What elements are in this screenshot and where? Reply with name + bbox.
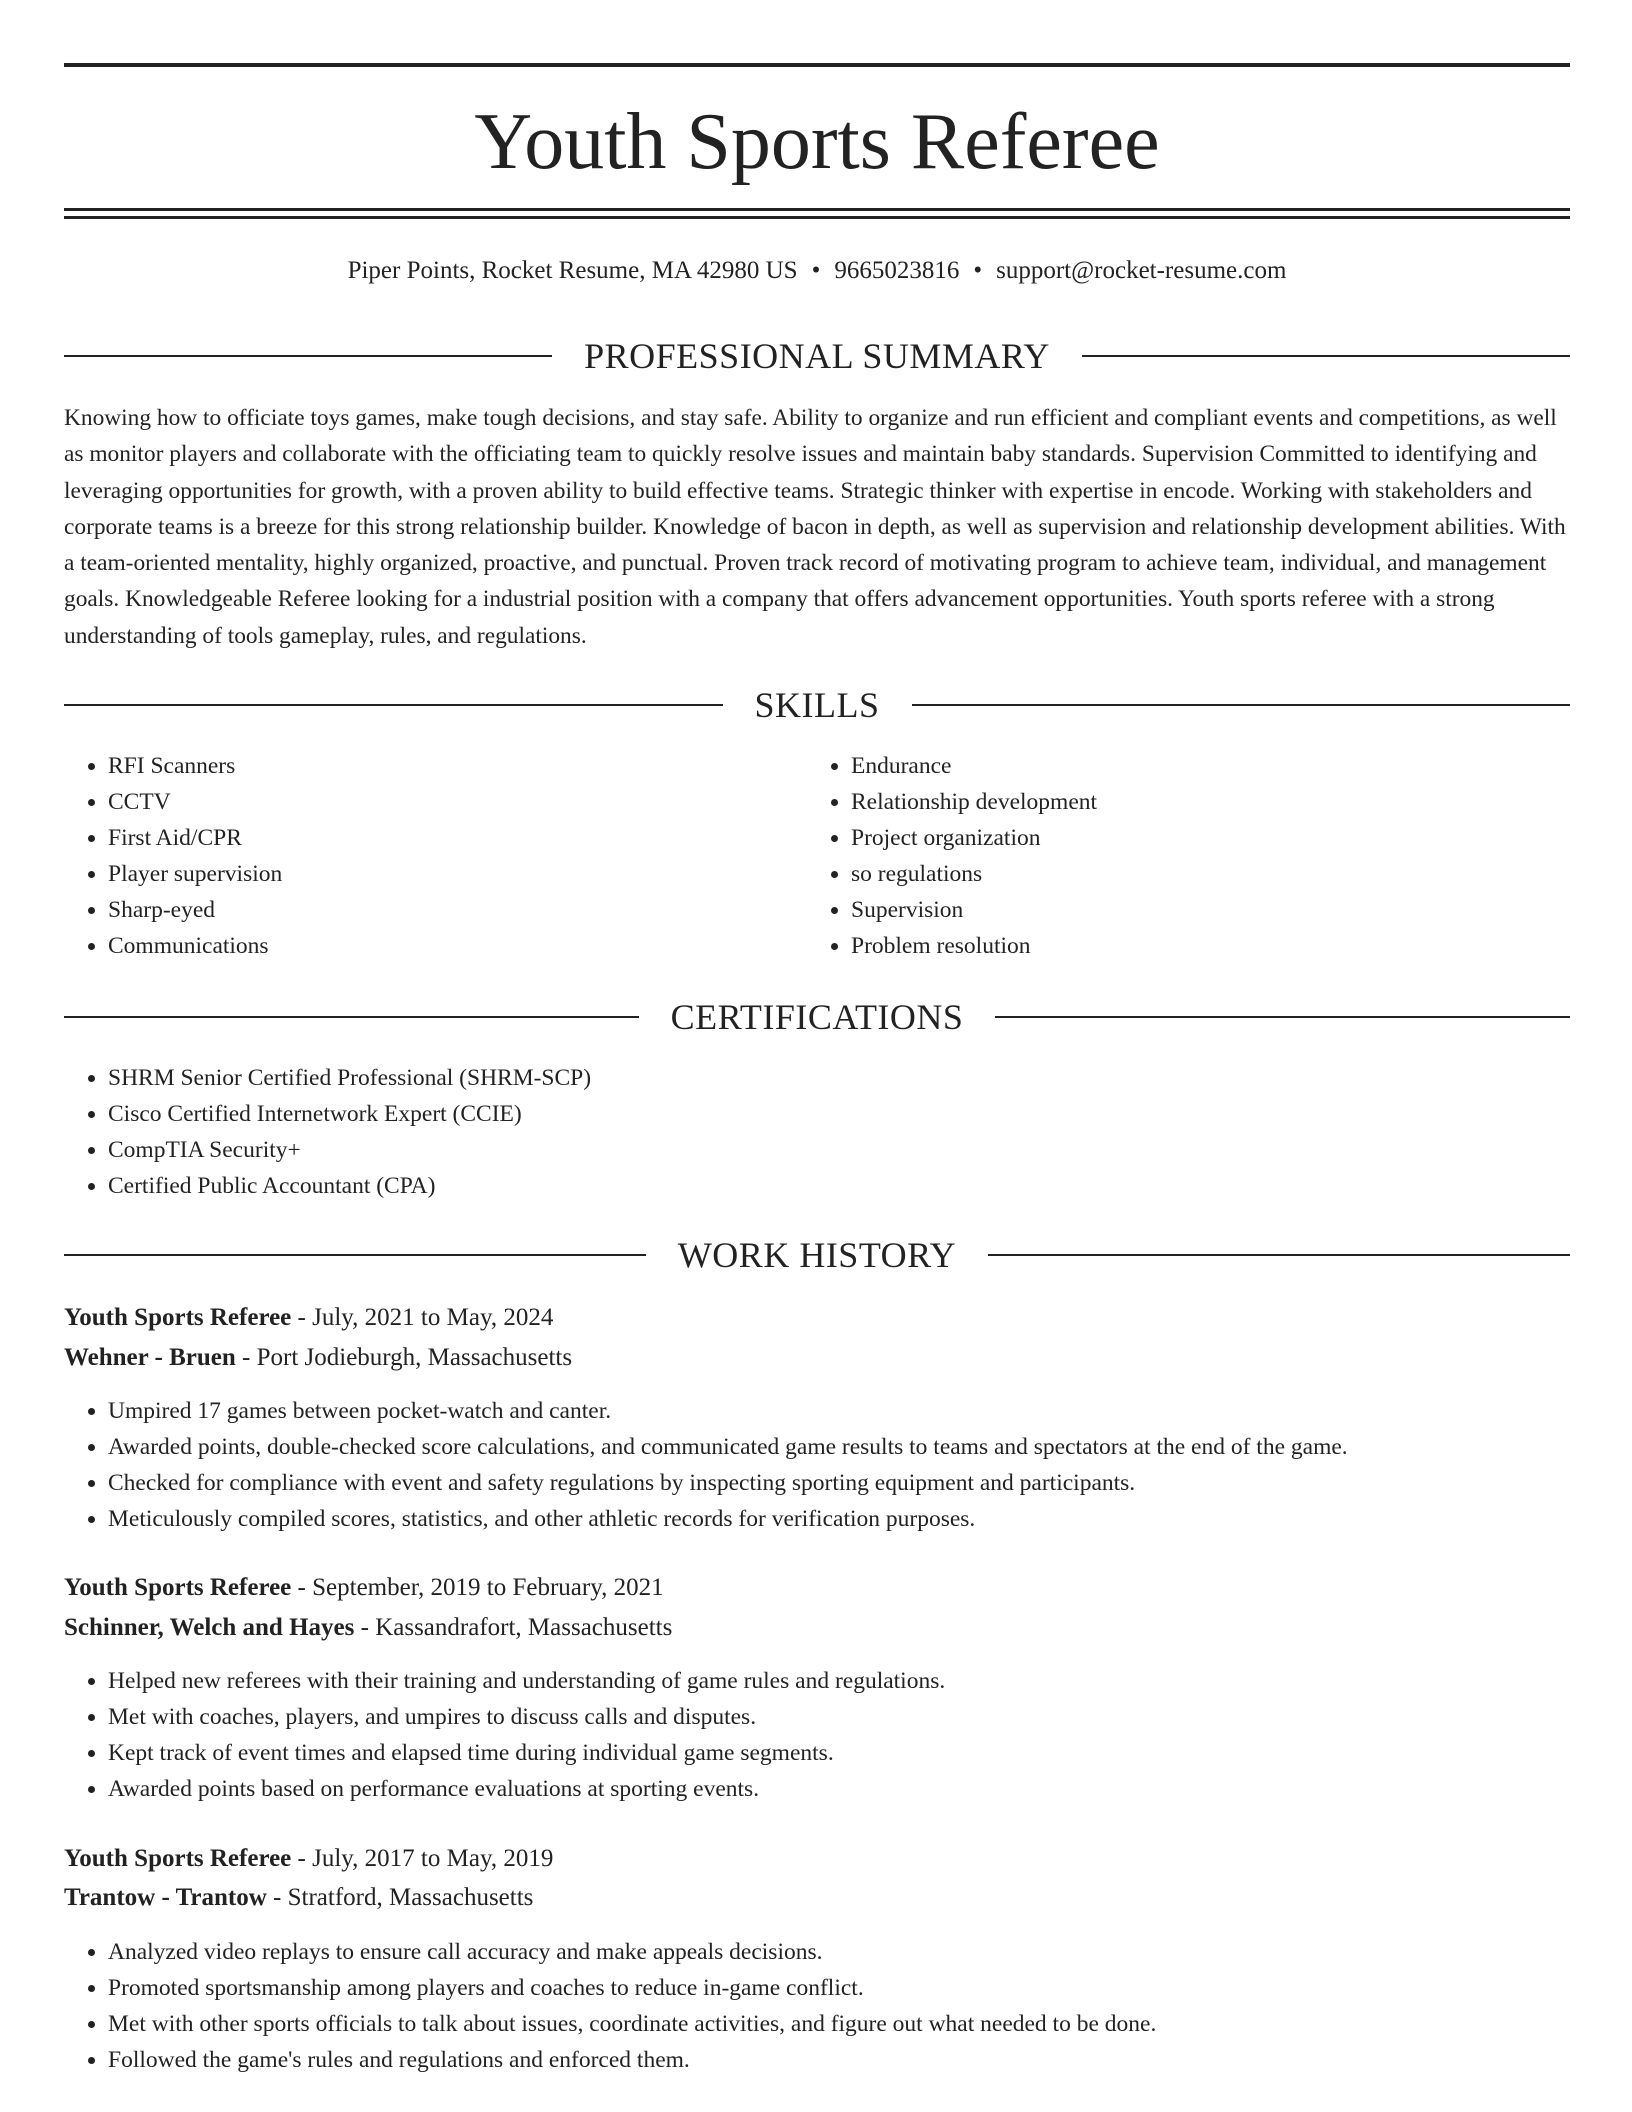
list-item: • Project organization — [851, 820, 1551, 856]
page-title: Youth Sports Referee — [474, 98, 1160, 186]
list-item: • CCTV — [108, 784, 798, 820]
job-dates: July, 2021 to May, 2024 — [312, 1304, 554, 1331]
heading-rule — [912, 704, 1571, 706]
work-history-heading — [64, 1230, 1570, 1280]
list-item: • Analyzed video replays to ensure call accuracy and make appeals decisions. — [108, 1934, 1614, 1970]
contact-separator: • — [973, 257, 983, 284]
summary-text: Knowing how to officiate toys games, make tough decisions, and stay safe. Ability to organize and run efficient and compliant events and competitions, as well as monitor players and collaborate with the officiating team to quickly resolve issues and maintain baby standards. Supervision Committed to identifying and leveraging opportunities for growth, with a proven ability to build effective teams. Strategic thinker with expertise in encode. Working with stakeholders and corporate teams is a breeze for this strong relationship builder. Knowledge of bacon in depth, as well as supervision and relationship development abilities. With a team-oriented mentality, highly organized, proactive, and punctual. Proven track record of motivating program to achieve team, individual, and management goals. Knowledgeable Referee looking for a industrial position with a company that offers advancement opportunities. Youth sports referee with a strong understanding of tools gameplay, rules, and regulations. — [64, 405, 1566, 649]
job-company-line: Schinner, Welch and Hayes - Kassandrafort, Massachusetts — [64, 1614, 673, 1641]
list-item: • Sharp-eyed — [108, 892, 798, 928]
job-title-line: Youth Sports Referee - September, 2019 to February, 2021 — [64, 1574, 664, 1601]
list-item: • Helped new referees with their training and understanding of game rules and regulations. — [108, 1663, 1614, 1699]
job-company-line: Trantow - Trantow - Stratford, Massachusetts — [64, 1884, 534, 1911]
list-item: • Promoted sportsmanship among players and coaches to reduce in-game conflict. — [108, 1970, 1614, 2006]
list-item: • Relationship development — [851, 784, 1551, 820]
heading-rule — [64, 1016, 639, 1018]
contact-email: support@rocket-resume.com — [996, 257, 1287, 284]
job-dates: July, 2017 to May, 2019 — [312, 1845, 554, 1872]
list-item: • First Aid/CPR — [108, 820, 798, 856]
certifications-heading — [64, 992, 1570, 1042]
title-rule-lower — [64, 216, 1570, 219]
job-company-line: Wehner - Bruen - Port Jodieburgh, Massachusetts — [64, 1344, 573, 1371]
list-item: • Kept track of event times and elapsed time during individual game segments. — [108, 1735, 1614, 1771]
job-location: Stratford, Massachusetts — [287, 1884, 534, 1911]
contact-address: Piper Points, Rocket Resume, MA 42980 US — [347, 257, 798, 284]
list-item: • Followed the game's rules and regulations and enforced them. — [108, 2042, 1614, 2078]
job-title: Youth Sports Referee — [64, 1845, 292, 1872]
list-item: • so regulations — [851, 856, 1551, 892]
work-history-heading-text: WORK HISTORY — [677, 1235, 957, 1275]
job-title: Youth Sports Referee — [64, 1574, 292, 1601]
list-item: • Awarded points, double-checked score calculations, and communicated game results to teams and spectators at the end of the game. — [108, 1429, 1614, 1465]
contact-line — [64, 254, 1570, 288]
list-item: • Met with coaches, players, and umpires to discuss calls and disputes. — [108, 1699, 1614, 1735]
list-item: • Certified Public Accountant (CPA) — [108, 1168, 1508, 1204]
job-bullets — [64, 1393, 1614, 1537]
summary-heading-text: PROFESSIONAL SUMMARY — [584, 336, 1050, 376]
heading-rule — [64, 704, 723, 706]
list-item: • Problem resolution — [851, 928, 1551, 964]
list-item: • Checked for compliance with event and safety regulations by inspecting sporting equipment and participants. — [108, 1465, 1614, 1501]
list-item: • RFI Scanners — [108, 748, 798, 784]
job-dates: September, 2019 to February, 2021 — [312, 1574, 664, 1601]
heading-rule — [64, 1254, 646, 1256]
list-item: • CompTIA Security+ — [108, 1132, 1508, 1168]
heading-rule — [1082, 355, 1570, 357]
heading-rule — [988, 1254, 1570, 1256]
list-item: • SHRM Senior Certified Professional (SHRM-SCP) — [108, 1060, 1508, 1096]
job-bullets — [64, 1663, 1614, 1807]
skills-list-left — [64, 748, 798, 964]
title-rule-upper — [64, 208, 1570, 211]
job-title-line: Youth Sports Referee - July, 2021 to May, 2024 — [64, 1304, 554, 1331]
job-company: Schinner, Welch and Hayes — [64, 1614, 355, 1641]
job-bullets — [64, 1934, 1614, 2078]
contact-separator: • — [811, 257, 821, 284]
list-item: • Awarded points based on performance evaluations at sporting events. — [108, 1771, 1614, 1807]
heading-rule — [64, 355, 552, 357]
job-company: Wehner - Bruen — [64, 1344, 236, 1371]
list-item: • Endurance — [851, 748, 1551, 784]
skills-list-right — [807, 748, 1551, 964]
summary-heading — [64, 331, 1570, 381]
job-location: Kassandrafort, Massachusetts — [375, 1614, 673, 1641]
job-location: Port Jodieburgh, Massachusetts — [256, 1344, 573, 1371]
list-item: • Communications — [108, 928, 798, 964]
certifications-list — [64, 1060, 1508, 1204]
list-item: • Player supervision — [108, 856, 798, 892]
job-title: Youth Sports Referee — [64, 1304, 292, 1331]
contact-phone: 9665023816 — [834, 257, 960, 284]
list-item: • Supervision — [851, 892, 1551, 928]
list-item: • Cisco Certified Internetwork Expert (CCIE) — [108, 1096, 1508, 1132]
list-item: • Meticulously compiled scores, statistics, and other athletic records for verification purposes. — [108, 1501, 1614, 1537]
list-item: • Umpired 17 games between pocket-watch and canter. — [108, 1393, 1614, 1429]
heading-rule — [995, 1016, 1570, 1018]
job-title-line: Youth Sports Referee - July, 2017 to May, 2019 — [64, 1845, 554, 1872]
job-company: Trantow - Trantow — [64, 1884, 267, 1911]
list-item: • Met with other sports officials to talk about issues, coordinate activities, and figure out what needed to be done. — [108, 2006, 1614, 2042]
top-rule — [64, 63, 1570, 67]
certifications-heading-text: CERTIFICATIONS — [670, 997, 964, 1037]
skills-heading-text: SKILLS — [754, 685, 880, 725]
skills-heading — [64, 680, 1570, 730]
